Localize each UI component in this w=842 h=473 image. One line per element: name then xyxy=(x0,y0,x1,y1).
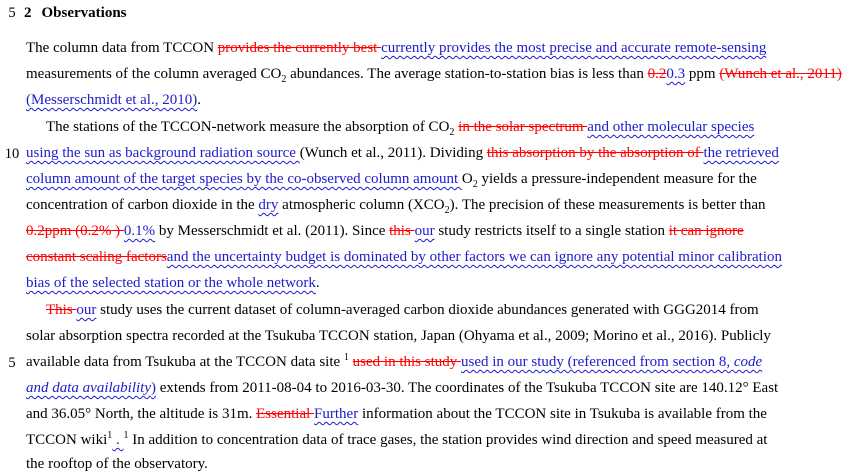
text: atmospheric column (XCO xyxy=(278,197,445,213)
subscript: 2 xyxy=(281,74,287,85)
text: (Wunch et al., 2011). Dividing xyxy=(299,145,487,161)
text: . xyxy=(315,275,320,291)
line-number-5: 5 xyxy=(8,5,16,21)
p2-line-3 xyxy=(26,171,757,188)
text: ). The precision of these measurements is better than xyxy=(449,197,766,213)
deleted-text: in the solar spectrum xyxy=(458,119,588,135)
text: In addition to concentration data of trace gases, the station provides wind direction and speed measured at xyxy=(128,432,768,448)
p3-line-5 xyxy=(26,406,767,423)
inserted-text-italic: and data availability xyxy=(26,380,151,396)
section-title: Observations xyxy=(41,5,127,21)
footnote-mark: 1 xyxy=(343,352,349,363)
text: available data from Tsukuba at the TCCON data site xyxy=(26,354,344,370)
inserted-citation: (Messerschmidt et al., 2010) xyxy=(26,92,198,108)
footnote-mark: 1 xyxy=(107,430,113,441)
inserted-text: and the uncertainty budget is dominated by other factors we can ignore any potential minor calibration xyxy=(166,249,783,265)
text: by Messerschmidt et al. (2011). Since xyxy=(155,223,390,239)
deleted-text: it can ignore xyxy=(668,223,744,239)
p3-line-7 xyxy=(26,456,208,473)
inserted-text: Further xyxy=(314,406,359,422)
inserted-text: the retrieved xyxy=(703,145,779,161)
inserted-text: and other molecular species xyxy=(587,119,755,135)
text: abundances. The average station-to-station bias is less than xyxy=(286,66,648,82)
text: study uses the current dataset of column-averaged carbon dioxide abundances generated with GGG2014 from xyxy=(96,302,759,318)
p1-line-2 xyxy=(26,66,842,83)
text: study restricts itself to a single station xyxy=(434,223,669,239)
inserted-text: ) xyxy=(151,380,156,396)
p2-line-5 xyxy=(26,223,744,240)
p3-line-2 xyxy=(26,328,771,345)
text: and 36.05° North, the altitude is 31m. xyxy=(26,406,257,422)
deleted-text: This xyxy=(46,302,77,318)
inserted-text: used in our study (referenced from section 8, xyxy=(461,354,734,370)
deleted-citation: (Wunch et al., 2011) xyxy=(719,66,842,82)
inserted-text: 0.3 xyxy=(666,66,686,82)
p3-line-1 xyxy=(26,302,759,319)
p1-line-3 xyxy=(26,92,201,109)
inserted-text: bias of the selected station or the whole network xyxy=(26,275,316,291)
text: solar absorption spectra recorded at the Tsukuba TCCON station, Japan (Ohyama et al., 2009; Morino et al., 2016). Publicly xyxy=(26,328,771,344)
inserted-text: 0.1% xyxy=(123,223,156,239)
section-number: 2 xyxy=(24,5,32,21)
text: information about the TCCON site in Tsukuba is available from the xyxy=(358,406,767,422)
p1-line-1 xyxy=(26,40,766,57)
text: . xyxy=(197,92,201,108)
line-number-15: 5 xyxy=(8,355,16,371)
deleted-text: Essential xyxy=(256,406,315,422)
inserted-text: . xyxy=(112,432,124,448)
p2-line-6 xyxy=(26,249,782,266)
deleted-text: provides the currently best xyxy=(217,40,382,56)
text: yields a pressure-independent measure for the xyxy=(477,171,757,187)
text: the rooftop of the observatory. xyxy=(26,456,208,472)
subscript: 2 xyxy=(444,205,450,216)
text: The stations of the TCCON-network measure the absorption of CO xyxy=(46,119,450,135)
inserted-text-italic: code xyxy=(733,354,763,370)
text: TCCON wiki xyxy=(26,432,108,448)
deleted-text: constant scaling factors xyxy=(26,249,167,265)
p2-line-4 xyxy=(26,197,766,214)
text: extends from 2011-08-04 to 2016-03-30. The coordinates of the Tsukuba TCCON site are 140.12° East xyxy=(156,380,779,396)
inserted-text: using the sun as background radiation source xyxy=(26,145,300,161)
inserted-text: our xyxy=(414,223,435,239)
section-heading xyxy=(24,5,127,22)
p3-line-6 xyxy=(26,432,767,449)
deleted-text: 0.2ppm (0.2% ) xyxy=(26,223,124,239)
subscript: 2 xyxy=(472,179,478,190)
inserted-text: our xyxy=(76,302,97,318)
deleted-text: this absorption by the absorption of xyxy=(486,145,704,161)
inserted-text: currently provides the most precise and accurate remote-sensing xyxy=(381,40,767,56)
inserted-text: column amount of the target species by the co-observed column amount xyxy=(26,171,462,187)
p2-line-7 xyxy=(26,275,320,292)
deleted-text: used in this study xyxy=(352,354,461,370)
footnote-mark: 1 xyxy=(123,430,129,441)
p3-line-4 xyxy=(26,380,778,397)
inserted-text: dry xyxy=(258,197,279,213)
p2-line-1 xyxy=(26,119,754,136)
deleted-text: this xyxy=(389,223,415,239)
text: measurements of the column averaged CO xyxy=(26,66,282,82)
deleted-text: 0.2 xyxy=(647,66,667,82)
text: The column data from TCCON xyxy=(26,40,218,56)
text: O xyxy=(461,171,473,187)
p3-line-3 xyxy=(26,354,762,371)
p2-line-2 xyxy=(26,145,779,162)
line-number-10: 10 xyxy=(4,146,20,162)
text: concentration of carbon dioxide in the xyxy=(26,197,259,213)
subscript: 2 xyxy=(449,127,455,138)
text: ppm xyxy=(685,66,720,82)
